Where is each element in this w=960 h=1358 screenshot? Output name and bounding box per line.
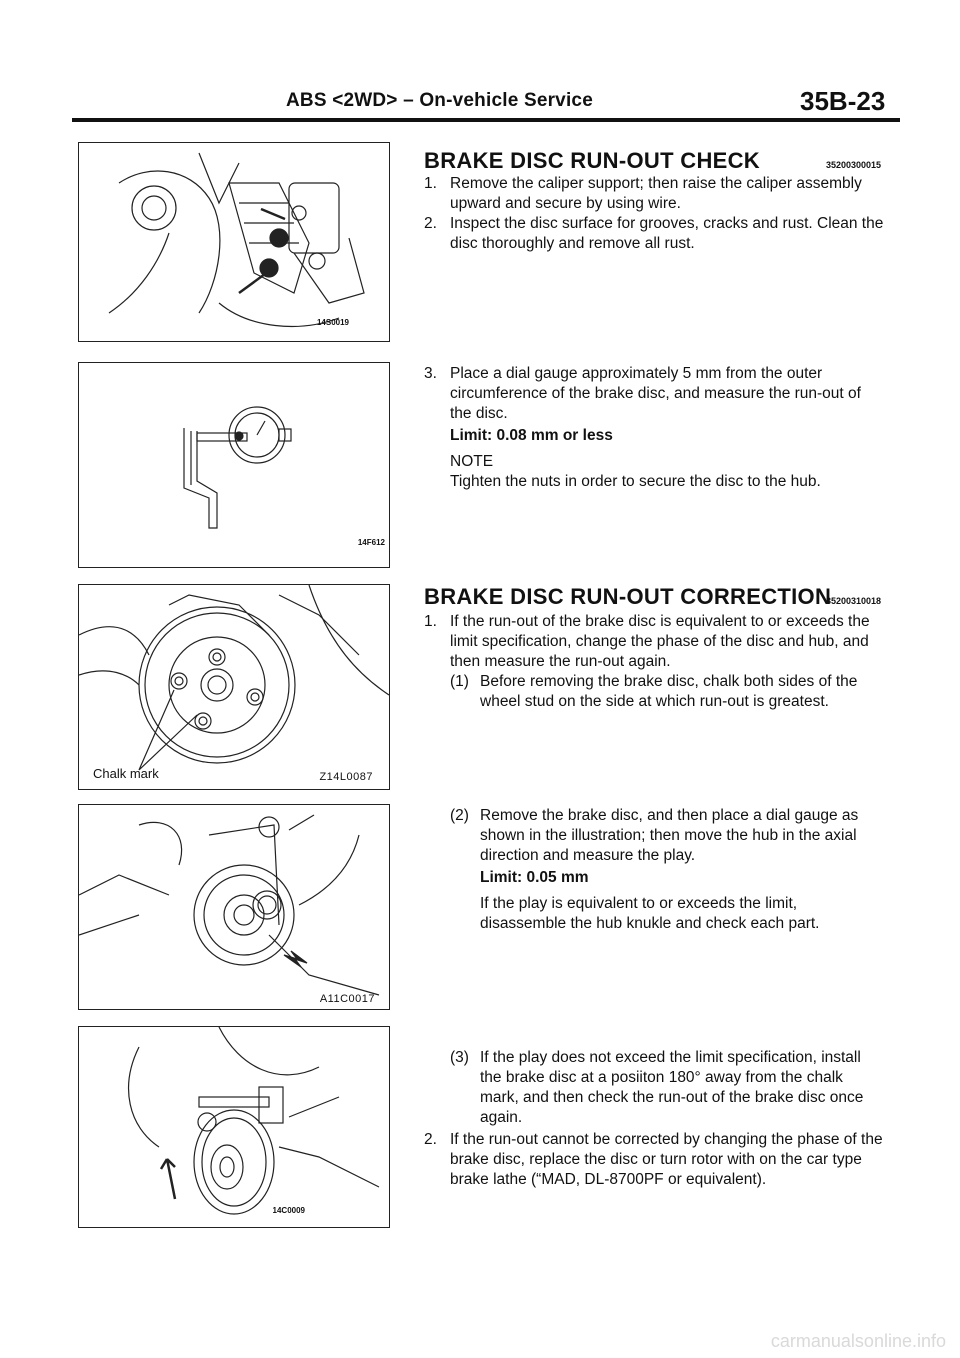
step-number: 3. xyxy=(424,365,437,382)
figure-code: A11C0017 xyxy=(319,993,375,1005)
figure-code: 14C0009 xyxy=(272,1206,305,1215)
page-header-title: ABS <2WD> – On-vehicle Service xyxy=(286,90,593,111)
substep-number: (2) xyxy=(450,807,469,824)
figure-hub-play xyxy=(78,804,390,1010)
step-text: If the run-out cannot be corrected by changing the phase of the brake disc, replace the disc or turn rotor with on the car type brake lathe (“MAD, DL-8700PF or equivalent). xyxy=(450,1131,883,1188)
caliper-illustration xyxy=(79,143,389,341)
step-text: Inspect the disc surface for grooves, cracks and rust. Clean the disc thoroughly and remove all rust. xyxy=(450,215,884,252)
substep-followup-text: If the play is equivalent to or exceeds the limit, disassemble the hub knukle and check each part. xyxy=(480,895,820,932)
figure-code: 14S0019 xyxy=(316,318,349,327)
substep-text: If the play does not exceed the limit specification, install the brake disc at a posiiton 180° away from the chalk mark, and then check the run-out of the brake disc once again. xyxy=(480,1049,864,1126)
step-number: 2. xyxy=(424,215,437,232)
figure-disc-reinstall xyxy=(78,1026,390,1228)
figure-caliper-support xyxy=(78,142,390,342)
limit-spec: Limit: 0.05 mm xyxy=(480,869,589,886)
brake-disc-hub-illustration xyxy=(79,585,389,789)
limit-spec: Limit: 0.08 mm or less xyxy=(450,427,613,444)
hub-axial-play-illustration xyxy=(79,805,389,1009)
step-number: 1. xyxy=(424,613,437,630)
step-number: 2. xyxy=(424,1131,437,1148)
chalk-mark-callout: Chalk mark xyxy=(93,766,159,781)
substep-number: (1) xyxy=(450,673,469,690)
substep-text: Remove the brake disc, and then place a dial gauge as shown in the illustration; then move the hub in the axial direction and measure the play. xyxy=(480,807,859,864)
disc-reinstall-illustration xyxy=(79,1027,389,1227)
section-title-runout-check: BRAKE DISC RUN-OUT CHECK xyxy=(424,148,760,173)
step-text: If the run-out of the brake disc is equivalent to or exceeds the limit specification, change the phase of the disc and hub, and then measure the run-out again. xyxy=(450,613,870,670)
section-title-runout-correction: BRAKE DISC RUN-OUT CORRECTION xyxy=(424,584,832,609)
step-number: 1. xyxy=(424,175,437,192)
section-code: 35200310018 xyxy=(826,596,882,606)
substep-text: Before removing the brake disc, chalk both sides of the wheel stud on the side at which run-out is greatest. xyxy=(480,673,858,710)
section-code: 35200300015 xyxy=(826,160,882,170)
header-divider xyxy=(72,118,900,122)
step-text: Place a dial gauge approximately 5 mm from the outer circumference of the brake disc, and measure the run-out of the disc. xyxy=(450,365,861,422)
step-text: Remove the caliper support; then raise the caliper assembly upward and secure by using wire. xyxy=(450,175,862,212)
figure-code: 14F612 xyxy=(357,538,385,547)
page-number: 35B-23 xyxy=(800,86,886,116)
watermark: carmanualsonline.info xyxy=(770,1331,946,1351)
note-text: Tighten the nuts in order to secure the disc to the hub. xyxy=(450,473,821,490)
figure-chalk-mark xyxy=(78,584,390,790)
figure-code: Z14L0087 xyxy=(319,771,373,783)
dial-gauge-illustration xyxy=(79,363,389,567)
note-label: NOTE xyxy=(450,453,494,470)
substep-number: (3) xyxy=(450,1049,469,1066)
figure-dial-gauge xyxy=(78,362,390,568)
